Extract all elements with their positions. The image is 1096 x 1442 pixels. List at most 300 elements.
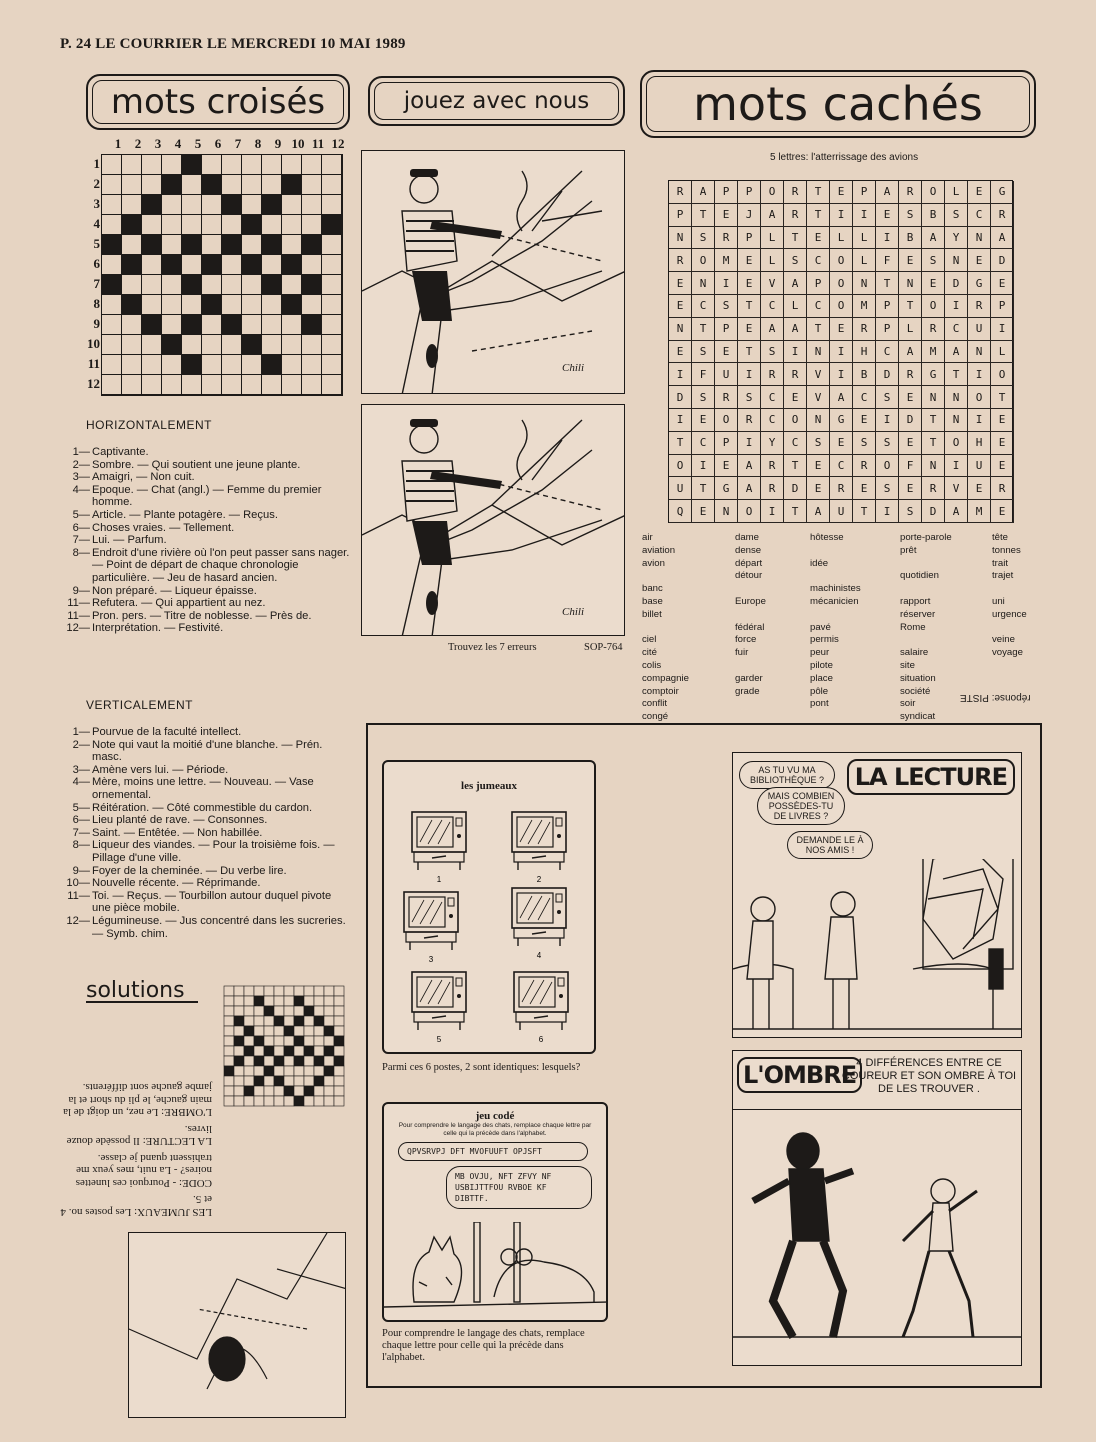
word-search-letter[interactable]: R — [738, 409, 761, 432]
word-search-letter[interactable]: L — [761, 227, 784, 250]
crossword-cell[interactable] — [222, 255, 242, 275]
word-search-letter[interactable]: R — [784, 181, 807, 204]
crossword-cell[interactable] — [322, 255, 342, 275]
crossword-cell[interactable] — [242, 375, 262, 395]
word-search-letter[interactable]: C — [761, 409, 784, 432]
word-search-letter[interactable]: S — [876, 432, 899, 455]
word-search-letter[interactable]: T — [945, 363, 968, 386]
word-search-letter[interactable]: V — [807, 363, 830, 386]
word-search-letter[interactable]: T — [692, 318, 715, 341]
crossword-cell[interactable] — [142, 215, 162, 235]
word-search-letter[interactable]: Q — [669, 500, 692, 523]
word-search-letter[interactable]: R — [761, 455, 784, 478]
crossword-cell[interactable] — [282, 335, 302, 355]
word-search-letter[interactable]: E — [807, 455, 830, 478]
crossword-cell[interactable] — [202, 215, 222, 235]
crossword-cell[interactable] — [202, 375, 222, 395]
word-search-letter[interactable]: A — [807, 500, 830, 523]
word-search-letter[interactable]: A — [761, 204, 784, 227]
word-search-letter[interactable]: N — [807, 409, 830, 432]
word-search-letter[interactable]: N — [807, 341, 830, 364]
word-search-letter[interactable]: E — [784, 386, 807, 409]
word-search-letter[interactable]: A — [876, 181, 899, 204]
crossword-cell[interactable] — [322, 155, 342, 175]
crossword-cell[interactable] — [282, 275, 302, 295]
crossword-cell[interactable] — [282, 315, 302, 335]
word-search-letter[interactable]: S — [945, 204, 968, 227]
crossword-grid[interactable] — [101, 154, 343, 396]
word-search-letter[interactable]: R — [853, 455, 876, 478]
crossword-cell[interactable] — [322, 375, 342, 395]
crossword-cell[interactable] — [102, 355, 122, 375]
word-search-letter[interactable]: B — [899, 227, 922, 250]
word-search-letter[interactable]: E — [968, 477, 991, 500]
crossword-cell[interactable] — [222, 175, 242, 195]
word-search-letter[interactable]: C — [692, 432, 715, 455]
word-search-letter[interactable]: S — [692, 341, 715, 364]
word-search-letter[interactable]: V — [807, 386, 830, 409]
word-search-letter[interactable]: M — [922, 341, 945, 364]
crossword-cell[interactable] — [242, 155, 262, 175]
word-search-letter[interactable]: C — [853, 386, 876, 409]
word-search-letter[interactable]: O — [715, 409, 738, 432]
word-search-letter[interactable]: P — [715, 181, 738, 204]
word-search-letter[interactable]: O — [761, 181, 784, 204]
crossword-cell[interactable] — [322, 175, 342, 195]
crossword-cell[interactable] — [262, 375, 282, 395]
word-search-letter[interactable]: E — [715, 204, 738, 227]
word-search-letter[interactable]: S — [692, 386, 715, 409]
crossword-cell[interactable] — [182, 335, 202, 355]
word-search-letter[interactable]: M — [715, 249, 738, 272]
crossword-cell[interactable] — [322, 275, 342, 295]
crossword-cell[interactable] — [102, 215, 122, 235]
word-search-letter[interactable]: S — [807, 432, 830, 455]
word-search-letter[interactable]: L — [853, 227, 876, 250]
word-search-letter[interactable]: O — [922, 295, 945, 318]
crossword-cell[interactable] — [102, 315, 122, 335]
word-search-letter[interactable]: R — [899, 363, 922, 386]
word-search-letter[interactable]: E — [830, 318, 853, 341]
word-search-letter[interactable]: P — [738, 181, 761, 204]
word-search-letter[interactable]: I — [738, 432, 761, 455]
word-search-letter[interactable]: P — [876, 295, 899, 318]
word-search-letter[interactable]: J — [738, 204, 761, 227]
word-search-letter[interactable]: S — [715, 295, 738, 318]
crossword-cell[interactable] — [282, 375, 302, 395]
word-search-letter[interactable]: I — [669, 409, 692, 432]
word-search-letter[interactable]: M — [968, 500, 991, 523]
crossword-cell[interactable] — [242, 355, 262, 375]
word-search-letter[interactable]: D — [876, 363, 899, 386]
word-search-letter[interactable]: T — [807, 318, 830, 341]
crossword-cell[interactable] — [302, 175, 322, 195]
crossword-cell[interactable] — [142, 335, 162, 355]
word-search-letter[interactable]: T — [876, 272, 899, 295]
word-search-letter[interactable]: R — [784, 204, 807, 227]
word-search-letter[interactable]: P — [669, 204, 692, 227]
crossword-cell[interactable] — [262, 175, 282, 195]
crossword-cell[interactable] — [222, 355, 242, 375]
crossword-cell[interactable] — [302, 375, 322, 395]
word-search-letter[interactable]: C — [830, 455, 853, 478]
crossword-cell[interactable] — [222, 295, 242, 315]
word-search-letter[interactable]: O — [968, 386, 991, 409]
word-search-letter[interactable]: E — [922, 272, 945, 295]
word-search-letter[interactable]: A — [899, 341, 922, 364]
word-search-letter[interactable]: O — [922, 181, 945, 204]
crossword-cell[interactable] — [242, 315, 262, 335]
word-search-letter[interactable]: E — [807, 477, 830, 500]
word-search-letter[interactable]: C — [784, 432, 807, 455]
word-search-letter[interactable]: N — [922, 386, 945, 409]
crossword-cell[interactable] — [142, 175, 162, 195]
word-search-letter[interactable]: E — [991, 500, 1014, 523]
word-search-letter[interactable]: E — [692, 500, 715, 523]
word-search-letter[interactable]: G — [991, 181, 1014, 204]
word-search-letter[interactable]: E — [807, 227, 830, 250]
word-search-letter[interactable]: E — [991, 455, 1014, 478]
word-search-letter[interactable]: R — [830, 477, 853, 500]
crossword-cell[interactable] — [182, 255, 202, 275]
crossword-cell[interactable] — [182, 215, 202, 235]
word-search-letter[interactable]: O — [669, 455, 692, 478]
crossword-cell[interactable] — [282, 155, 302, 175]
word-search-letter[interactable]: B — [853, 363, 876, 386]
word-search-letter[interactable]: R — [899, 181, 922, 204]
crossword-cell[interactable] — [222, 215, 242, 235]
word-search-letter[interactable]: E — [853, 477, 876, 500]
word-search-letter[interactable]: T — [807, 204, 830, 227]
crossword-cell[interactable] — [302, 335, 322, 355]
word-search-letter[interactable]: S — [899, 204, 922, 227]
crossword-cell[interactable] — [302, 255, 322, 275]
word-search-letter[interactable]: A — [738, 477, 761, 500]
crossword-cell[interactable] — [302, 195, 322, 215]
word-search-letter[interactable]: E — [899, 386, 922, 409]
word-search-letter[interactable]: T — [784, 455, 807, 478]
crossword-cell[interactable] — [102, 295, 122, 315]
crossword-cell[interactable] — [262, 255, 282, 275]
word-search-letter[interactable]: S — [876, 477, 899, 500]
word-search-letter[interactable]: A — [692, 181, 715, 204]
word-search-letter[interactable]: H — [968, 432, 991, 455]
crossword-cell[interactable] — [122, 375, 142, 395]
word-search-letter[interactable]: L — [830, 227, 853, 250]
word-search-letter[interactable]: S — [922, 249, 945, 272]
crossword-cell[interactable] — [142, 375, 162, 395]
word-search-letter[interactable]: T — [784, 500, 807, 523]
crossword-cell[interactable] — [102, 155, 122, 175]
crossword-cell[interactable] — [162, 155, 182, 175]
crossword-cell[interactable] — [262, 335, 282, 355]
word-search-letter[interactable]: S — [692, 227, 715, 250]
crossword-cell[interactable] — [102, 195, 122, 215]
word-search-letter[interactable]: E — [876, 204, 899, 227]
word-search-letter[interactable]: S — [784, 249, 807, 272]
word-search-letter[interactable]: R — [715, 386, 738, 409]
word-search-letter[interactable]: U — [715, 363, 738, 386]
crossword-cell[interactable] — [222, 335, 242, 355]
word-search-letter[interactable]: T — [692, 204, 715, 227]
word-search-letter[interactable]: N — [669, 318, 692, 341]
word-search-letter[interactable]: R — [853, 318, 876, 341]
word-search-letter[interactable]: O — [830, 249, 853, 272]
crossword-cell[interactable] — [162, 295, 182, 315]
word-search-letter[interactable]: L — [784, 295, 807, 318]
crossword-cell[interactable] — [222, 155, 242, 175]
crossword-cell[interactable] — [162, 355, 182, 375]
word-search-letter[interactable]: P — [876, 318, 899, 341]
word-search-letter[interactable]: R — [761, 363, 784, 386]
word-search-letter[interactable]: U — [669, 477, 692, 500]
crossword-cell[interactable] — [122, 235, 142, 255]
word-search-letter[interactable]: S — [738, 386, 761, 409]
crossword-cell[interactable] — [142, 155, 162, 175]
word-search-letter[interactable]: E — [991, 409, 1014, 432]
word-search-letter[interactable]: E — [899, 432, 922, 455]
word-search-letter[interactable]: N — [669, 227, 692, 250]
word-search-letter[interactable]: C — [692, 295, 715, 318]
word-search-letter[interactable]: F — [876, 249, 899, 272]
word-search-letter[interactable]: T — [991, 386, 1014, 409]
word-search-letter[interactable]: I — [876, 409, 899, 432]
word-search-letter[interactable]: I — [991, 318, 1014, 341]
crossword-cell[interactable] — [162, 375, 182, 395]
crossword-cell[interactable] — [222, 375, 242, 395]
crossword-cell[interactable] — [302, 215, 322, 235]
word-search-letter[interactable]: R — [669, 249, 692, 272]
crossword-cell[interactable] — [322, 295, 342, 315]
crossword-cell[interactable] — [162, 235, 182, 255]
word-search-letter[interactable]: O — [738, 500, 761, 523]
crossword-cell[interactable] — [122, 155, 142, 175]
word-search-letter[interactable]: D — [922, 500, 945, 523]
word-search-letter[interactable]: A — [922, 227, 945, 250]
word-search-letter[interactable]: Y — [761, 432, 784, 455]
word-search-letter[interactable]: T — [922, 432, 945, 455]
word-search-letter[interactable]: T — [692, 477, 715, 500]
word-search-letter[interactable]: N — [922, 455, 945, 478]
word-search-letter[interactable]: E — [991, 272, 1014, 295]
crossword-cell[interactable] — [182, 175, 202, 195]
crossword-cell[interactable] — [162, 215, 182, 235]
word-search-letter[interactable]: N — [968, 341, 991, 364]
crossword-cell[interactable] — [262, 315, 282, 335]
crossword-cell[interactable] — [142, 275, 162, 295]
crossword-cell[interactable] — [242, 175, 262, 195]
word-search-letter[interactable]: V — [761, 272, 784, 295]
word-search-letter[interactable]: O — [876, 455, 899, 478]
crossword-cell[interactable] — [322, 315, 342, 335]
word-search-letter[interactable]: T — [738, 341, 761, 364]
crossword-cell[interactable] — [202, 335, 222, 355]
word-search-letter[interactable]: I — [784, 341, 807, 364]
word-search-letter[interactable]: D — [991, 249, 1014, 272]
word-search-letter[interactable]: U — [968, 318, 991, 341]
word-search-letter[interactable]: M — [853, 295, 876, 318]
crossword-cell[interactable] — [302, 355, 322, 375]
crossword-cell[interactable] — [262, 295, 282, 315]
word-search-letter[interactable]: L — [945, 181, 968, 204]
word-search-grid[interactable] — [668, 180, 1013, 523]
crossword-cell[interactable] — [162, 315, 182, 335]
crossword-cell[interactable] — [302, 155, 322, 175]
crossword-cell[interactable] — [122, 355, 142, 375]
word-search-letter[interactable]: O — [784, 409, 807, 432]
word-search-letter[interactable]: I — [669, 363, 692, 386]
word-search-letter[interactable]: T — [669, 432, 692, 455]
word-search-letter[interactable]: D — [784, 477, 807, 500]
crossword-cell[interactable] — [202, 195, 222, 215]
word-search-letter[interactable]: O — [692, 249, 715, 272]
word-search-letter[interactable]: R — [991, 204, 1014, 227]
word-search-letter[interactable]: G — [968, 272, 991, 295]
crossword-cell[interactable] — [242, 195, 262, 215]
crossword-cell[interactable] — [262, 155, 282, 175]
word-search-letter[interactable]: I — [968, 409, 991, 432]
word-search-letter[interactable]: S — [761, 341, 784, 364]
word-search-letter[interactable]: C — [968, 204, 991, 227]
word-search-letter[interactable]: O — [830, 295, 853, 318]
word-search-letter[interactable]: I — [715, 272, 738, 295]
word-search-letter[interactable]: E — [830, 181, 853, 204]
word-search-letter[interactable]: I — [945, 455, 968, 478]
crossword-cell[interactable] — [282, 195, 302, 215]
crossword-cell[interactable] — [322, 335, 342, 355]
crossword-cell[interactable] — [262, 215, 282, 235]
word-search-letter[interactable]: I — [761, 500, 784, 523]
word-search-letter[interactable]: R — [715, 227, 738, 250]
word-search-letter[interactable]: O — [830, 272, 853, 295]
word-search-letter[interactable]: I — [876, 500, 899, 523]
crossword-cell[interactable] — [142, 355, 162, 375]
word-search-letter[interactable]: E — [669, 295, 692, 318]
word-search-letter[interactable]: I — [945, 295, 968, 318]
word-search-letter[interactable]: E — [853, 409, 876, 432]
crossword-cell[interactable] — [122, 275, 142, 295]
word-search-letter[interactable]: I — [968, 363, 991, 386]
word-search-letter[interactable]: S — [853, 432, 876, 455]
word-search-letter[interactable]: I — [738, 363, 761, 386]
word-search-letter[interactable]: A — [991, 227, 1014, 250]
word-search-letter[interactable]: E — [692, 409, 715, 432]
crossword-cell[interactable] — [242, 295, 262, 315]
crossword-cell[interactable] — [142, 255, 162, 275]
word-search-letter[interactable]: I — [853, 204, 876, 227]
crossword-cell[interactable] — [302, 295, 322, 315]
word-search-letter[interactable]: U — [830, 500, 853, 523]
word-search-letter[interactable]: R — [922, 477, 945, 500]
word-search-letter[interactable]: O — [945, 432, 968, 455]
word-search-letter[interactable]: L — [899, 318, 922, 341]
word-search-letter[interactable]: D — [945, 272, 968, 295]
word-search-letter[interactable]: I — [830, 341, 853, 364]
word-search-letter[interactable]: E — [991, 432, 1014, 455]
crossword-cell[interactable] — [142, 295, 162, 315]
word-search-letter[interactable]: P — [853, 181, 876, 204]
word-search-letter[interactable]: E — [738, 249, 761, 272]
crossword-cell[interactable] — [102, 375, 122, 395]
word-search-letter[interactable]: I — [830, 204, 853, 227]
word-search-letter[interactable]: L — [991, 341, 1014, 364]
crossword-cell[interactable] — [222, 275, 242, 295]
crossword-cell[interactable] — [122, 175, 142, 195]
word-search-letter[interactable]: E — [669, 272, 692, 295]
word-search-letter[interactable]: G — [830, 409, 853, 432]
word-search-letter[interactable]: E — [830, 432, 853, 455]
word-search-letter[interactable]: N — [692, 272, 715, 295]
word-search-letter[interactable]: C — [807, 249, 830, 272]
word-search-letter[interactable]: A — [830, 386, 853, 409]
word-search-letter[interactable]: I — [692, 455, 715, 478]
word-search-letter[interactable]: N — [899, 272, 922, 295]
word-search-letter[interactable]: I — [876, 227, 899, 250]
crossword-cell[interactable] — [322, 355, 342, 375]
crossword-cell[interactable] — [102, 255, 122, 275]
word-search-letter[interactable]: N — [945, 386, 968, 409]
word-search-letter[interactable]: R — [784, 363, 807, 386]
word-search-letter[interactable]: C — [876, 341, 899, 364]
word-search-letter[interactable]: R — [991, 477, 1014, 500]
word-search-letter[interactable]: C — [807, 295, 830, 318]
word-search-letter[interactable]: E — [669, 341, 692, 364]
word-search-letter[interactable]: L — [761, 249, 784, 272]
word-search-letter[interactable]: E — [738, 272, 761, 295]
crossword-cell[interactable] — [182, 295, 202, 315]
word-search-letter[interactable]: F — [899, 455, 922, 478]
word-search-letter[interactable]: P — [715, 318, 738, 341]
word-search-letter[interactable]: E — [968, 249, 991, 272]
word-search-letter[interactable]: S — [899, 500, 922, 523]
crossword-cell[interactable] — [162, 275, 182, 295]
word-search-letter[interactable]: T — [784, 227, 807, 250]
word-search-letter[interactable]: R — [669, 181, 692, 204]
word-search-letter[interactable]: T — [899, 295, 922, 318]
crossword-cell[interactable] — [122, 335, 142, 355]
crossword-cell[interactable] — [242, 275, 262, 295]
word-search-letter[interactable]: C — [761, 295, 784, 318]
word-search-letter[interactable]: S — [876, 386, 899, 409]
crossword-cell[interactable] — [202, 355, 222, 375]
word-search-letter[interactable]: A — [738, 455, 761, 478]
crossword-cell[interactable] — [202, 235, 222, 255]
crossword-cell[interactable] — [182, 375, 202, 395]
word-search-letter[interactable]: R — [922, 318, 945, 341]
crossword-cell[interactable] — [202, 155, 222, 175]
word-search-letter[interactable]: F — [692, 363, 715, 386]
word-search-letter[interactable]: G — [715, 477, 738, 500]
word-search-letter[interactable]: I — [830, 363, 853, 386]
word-search-letter[interactable]: P — [738, 227, 761, 250]
word-search-letter[interactable]: A — [945, 500, 968, 523]
word-search-letter[interactable]: R — [968, 295, 991, 318]
crossword-cell[interactable] — [202, 275, 222, 295]
word-search-letter[interactable]: O — [991, 363, 1014, 386]
word-search-letter[interactable]: C — [761, 386, 784, 409]
word-search-letter[interactable]: T — [853, 500, 876, 523]
word-search-letter[interactable]: E — [968, 181, 991, 204]
word-search-letter[interactable]: E — [715, 341, 738, 364]
word-search-letter[interactable]: R — [761, 477, 784, 500]
crossword-cell[interactable] — [322, 195, 342, 215]
word-search-letter[interactable]: T — [738, 295, 761, 318]
word-search-letter[interactable]: T — [922, 409, 945, 432]
crossword-cell[interactable] — [242, 235, 262, 255]
word-search-letter[interactable]: T — [807, 181, 830, 204]
word-search-letter[interactable]: D — [899, 409, 922, 432]
crossword-cell[interactable] — [282, 235, 302, 255]
